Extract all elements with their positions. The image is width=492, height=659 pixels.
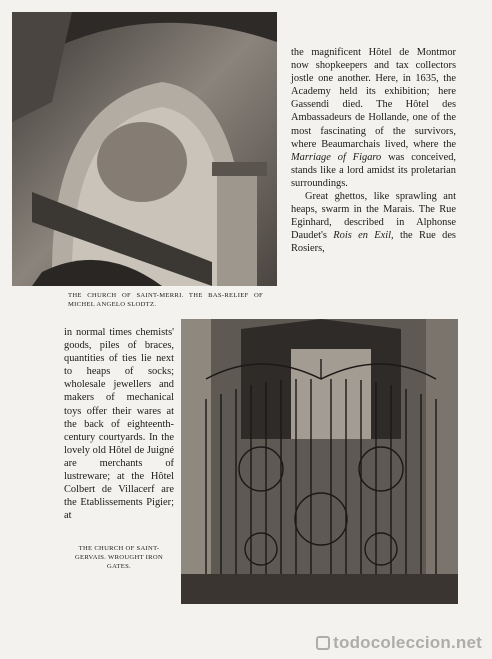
- paragraph-1: the magnificent Hôtel de Montmor now shopkeepers and tax collectors jostle one another. Here, in 1635, the Academy held its exhibition; here Gassendi died. The Hôtel des Ambassadeurs de Hollande, one of the most fascinating of the survivors, where Beaumarchais lived, where the Marriage of Figaro was conceived, stands like a lord amidst its proletarian surroundings.: [291, 47, 456, 189]
- photo-church-saint-merri: [12, 12, 277, 286]
- text-column-right: [291, 46, 456, 256]
- paragraph-3: in normal times chemists' goods, piles of braces, quantities of ties lie next to heaps of socks; wholesale jewellers and makers of mechanical toys offer their wares at the back of eighteenth-century courtyards. In the lovely old Hôtel de Juigné are merchants of lustreware; at the Hôtel Colbert de Villacerf are the Etablissements Pigier; at: [64, 327, 174, 522]
- paragraph-2: Great ghettos, like sprawling ant heaps, swarm in the Marais. The Rue Eginhard, described in Alphonse Daudet's Rois en Exil, the Rue des Rosiers,: [291, 191, 456, 255]
- caption-saint-merri: THE CHURCH OF SAINT-MERRI. THE BAS-RELIEF OF MICHEL ANGELO SLODTZ.: [68, 292, 263, 308]
- watermark-icon: [316, 636, 330, 650]
- caption-saint-gervais: THE CHURCH OF SAINT-GERVAIS. WROUGHT IRON GATES.: [74, 545, 163, 570]
- watermark: todocoleccion.net: [316, 633, 482, 653]
- text-column-left: [64, 326, 174, 522]
- photo-church-saint-gervais-gates: [181, 319, 458, 604]
